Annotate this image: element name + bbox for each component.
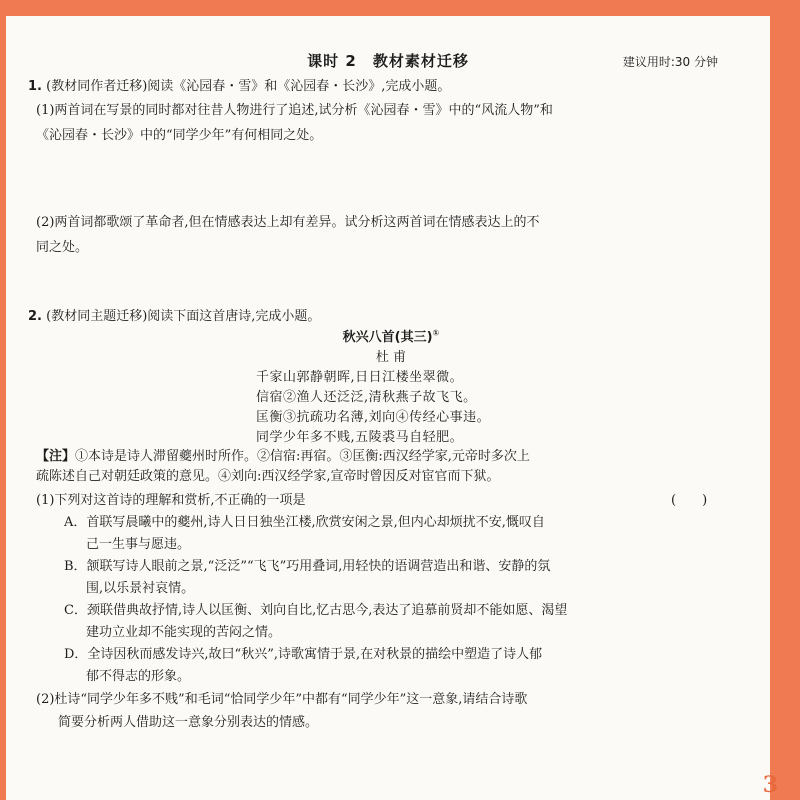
suggested-time: 建议用时:30 分钟: [622, 55, 718, 69]
question-2-intro-text: (教材同主题迁移)阅读下面这首唐诗,完成小题。: [46, 309, 321, 324]
poem-title: [66, 326, 716, 345]
option-a-line1[interactable]: A．首联写晨曦中的夔州,诗人日日独坐江楼,欣赏安闲之景,但内心却烦扰不安,慨叹自: [64, 515, 545, 530]
q2-sub1-stem: (1)下列对这首诗的理解和赏析,不正确的一项是: [36, 493, 306, 508]
worksheet-page: [6, 16, 770, 800]
poem-author: 杜 甫: [375, 350, 407, 365]
right-border: [770, 0, 800, 800]
option-c-line2: 建功立业却不能实现的苦闷之情。: [86, 625, 282, 640]
question-2-number: 2.: [28, 309, 42, 324]
poem-line: 同学少年多不贱,五陵裘马自轻肥。: [256, 430, 464, 445]
question-2-intro: [28, 308, 320, 326]
q2-sub2-line1: (2)杜诗“同学少年多不贱”和毛词“恰同学少年”中都有“同学少年”这一意象,请结合诗歌: [36, 692, 528, 707]
notes-text-line2: 疏陈述自己对朝廷政策的意见。④刘向:西汉经学家,宣帝时曾因反对宦官而下狱。: [36, 469, 500, 484]
option-b-line2: 围,以乐景衬哀情。: [86, 581, 195, 596]
notes-text-line1: ①本诗是诗人滞留夔州时所作。②信宿:再宿。③匡衡:西汉经学家,元帝时多次上: [75, 449, 530, 464]
q1-sub2-line2: 同之处。: [36, 240, 89, 255]
q1-sub1-line1: (1)两首词在写景的同时都对往昔人物进行了追述,试分析《沁园春・雪》中的“风流人物”和: [36, 103, 553, 118]
poem-title-note-mark: ①: [432, 328, 440, 338]
poem-title-text: 秋兴八首(其三): [342, 330, 433, 345]
option-b-line1[interactable]: B．颔联写诗人眼前之景,“泛泛”“飞飞”巧用叠词,用轻快的语调营造出和谐、安静的氛: [64, 559, 551, 574]
poem-line: 匡衡③抗疏功名薄,刘向④传经心事违。: [256, 410, 491, 425]
notes-label: 【注】: [36, 449, 76, 464]
question-1-number: 1.: [28, 79, 42, 94]
poem-line: 信宿②渔人还泛泛,清秋燕子故飞飞。: [256, 390, 477, 405]
poem-line: 千家山郭静朝晖,日日江楼坐翠微。: [256, 370, 464, 385]
poem-notes: [36, 448, 530, 466]
page-number: 3: [762, 772, 778, 798]
question-1-intro: [28, 78, 450, 96]
page-title: 课时 2 教材素材迁移: [307, 52, 469, 70]
question-1-intro-text: (教材同作者迁移)阅读《沁园春・雪》和《沁园春・长沙》,完成小题。: [46, 79, 451, 94]
answer-bracket[interactable]: ( ): [671, 493, 708, 508]
q1-sub2-line1: (2)两首词都歌颂了革命者,但在情感表达上却有差异。试分析这两首词在情感表达上的不: [36, 215, 540, 230]
q2-sub2-line2: 简要分析两人借助这一意象分别表达的情感。: [58, 715, 319, 730]
option-a-line2: 己一生事与愿违。: [86, 537, 191, 552]
option-d-line2: 郁不得志的形象。: [86, 669, 191, 684]
option-d-line1[interactable]: D．全诗因秋而感发诗兴,故曰“秋兴”,诗歌寓情于景,在对秋景的描绘中塑造了诗人郁: [64, 647, 543, 662]
option-c-line1[interactable]: C．颈联借典故抒情,诗人以匡衡、刘向自比,忆古思今,表达了追慕前贤却不能如愿、渴望: [64, 603, 568, 618]
q1-sub1-line2: 《沁园春・长沙》中的“同学少年”有何相同之处。: [36, 128, 323, 143]
top-border: [0, 0, 800, 16]
